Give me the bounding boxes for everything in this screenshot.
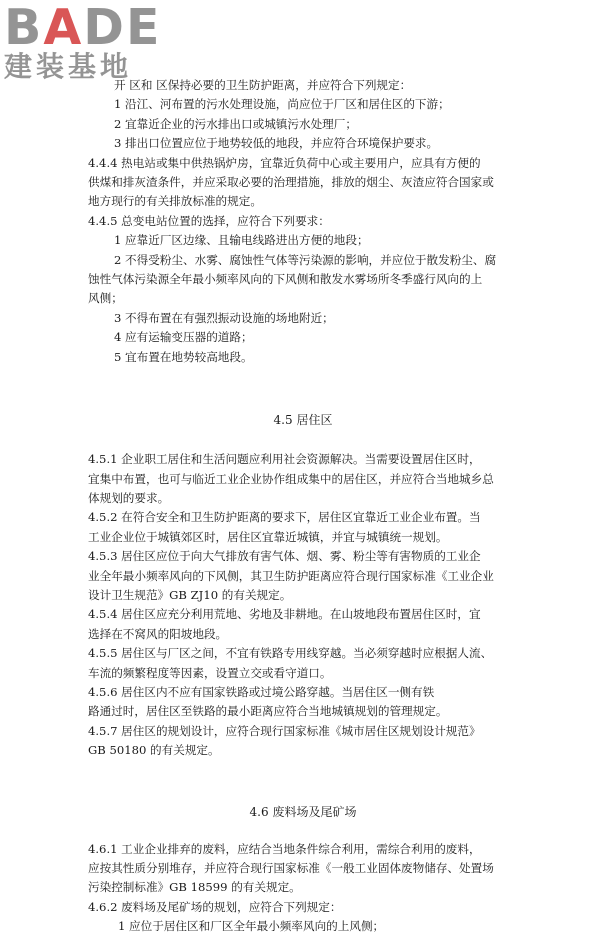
text-line: 供煤和排灰渣条件，并应采取必要的治理措施，排放的烟尘、灰渣应符合国家或 [88, 175, 494, 190]
logo-letter-b: B [4, 0, 44, 56]
text-line: 工业企业位于城镇郊区时，居住区宜靠近城镇，并宜与城镇统一规划。 [88, 529, 448, 544]
text-line: 设计卫生规范》GB ZJ10 的有关规定。 [88, 587, 292, 602]
text-line: 路通过时，居住区至铁路的最小距离应符合当地城镇规划的管理规定。 [88, 704, 448, 719]
text-line: 4.4.5 总变电站位置的选择，应符合下列要求： [88, 213, 330, 228]
section-46-title: 4.6 废料场及尾矿场 [249, 804, 357, 819]
text-line: 4.5.7 居住区的规划设计，应符合现行国家标准《城市居住区规划设计规范》 [88, 723, 481, 738]
text-line: 蚀性气体污染源全年最小频率风向的下风侧和散发水雾场所冬季盛行风向的上 [88, 272, 483, 287]
section-46-body [88, 840, 518, 937]
document-body [88, 76, 518, 937]
text-line: 体规划的要求。 [88, 490, 170, 505]
text-line: 4.5.4 居住区应充分利用荒地、劣地及非耕地。在山坡地段布置居住区时，宜 [88, 607, 481, 622]
text-line: 4.5.2 在符合安全和卫生防护距离的要求下，居住区宜靠近工业企业布置。当 [88, 510, 481, 525]
text-line: 应按其性质分别堆存，并应符合现行国家标准《一般工业固体废物储存、处置场 [88, 861, 494, 875]
section-45-body [88, 450, 518, 761]
text-line: 1 沿江、河布置的污水处理设施，尚应位于厂区和居住区的下游； [114, 97, 450, 112]
text-line: 3 排出口位置应位于地势较低的地段，并应符合环境保护要求。 [114, 136, 439, 151]
section-44-continued [88, 76, 518, 367]
text-line: GB 50180 的有关规定。 [88, 743, 220, 758]
text-line: 4.5.5 居住区与厂区之间，不宜有铁路专用线穿越。当必须穿越时应根据人流、 [88, 646, 493, 661]
text-line: 4.6.2 废料场及尾矿场的规划，应符合下列规定： [88, 899, 342, 914]
text-line: 4.5.1 企业职工居住和生活问题应利用社会资源解决。当需要设置居住区时， [88, 452, 481, 467]
text-line: 污染控制标准》GB 18599 的有关规定。 [88, 880, 301, 895]
text-line: 地方现行的有关排放标准的规定。 [88, 194, 262, 209]
text-line: 选择在不窝风的阳坡地段。 [88, 626, 228, 641]
text-line: 3 不得布置在有强烈振动设施的场地附近； [114, 310, 334, 325]
text-line: 4 应有运输变压器的道路； [114, 330, 253, 345]
logo-letters-de: DE [83, 0, 162, 56]
text-line: 4.6.1 工业企业排弃的废料，应结合当地条件综合利用，需综合利用的废料， [88, 841, 481, 856]
text-line: 1 应靠近厂区边缘、且输电线路进出方便的地段； [114, 233, 369, 248]
text-line: 开 区和 区保持必要的卫生防护距离，并应符合下列规定： [114, 78, 412, 92]
text-line: 2 不得受粉尘、水雾、腐蚀性气体等污染源的影响，并应位于散发粉尘、腐 [114, 252, 497, 267]
brand-logo-watermark [4, 2, 179, 82]
text-line: 2 宜靠近企业的污水排出口或城镇污水处理厂； [114, 116, 357, 131]
text-line: 4.5.3 居住区应位于向大气排放有害气体、烟、雾、粉尘等有害物质的工业企 [88, 549, 481, 564]
text-line: 宜集中布置，也可与临近工业企业协作组成集中的居住区，并应符合当地城乡总 [88, 471, 494, 486]
text-line: 1 应位于居住区和厂区全年最小频率风向的上风侧； [118, 919, 385, 934]
text-line: 风侧； [88, 291, 123, 306]
logo-subtitle: 建装基地 [4, 50, 133, 83]
text-line: 4.5.6 居住区内不应有国家铁路或过境公路穿越。当居住区一侧有铁 [88, 684, 435, 699]
text-line: 4.4.4 热电站或集中供热锅炉房，宜靠近负荷中心或主要用户，应具有方便的 [88, 155, 481, 170]
section-45-title: 4.5 居住区 [273, 413, 333, 428]
text-line: 业全年最小频率风向的下风侧，其卫生防护距离应符合现行国家标准《工业企业 [88, 568, 494, 583]
logo-letter-a: A [43, 0, 84, 56]
text-line: 车流的频繁程度等因素，设置立交或看守道口。 [88, 665, 332, 680]
logo-wordmark [4, 2, 179, 54]
text-line: 5 宜布置在地势较高地段。 [114, 349, 253, 364]
